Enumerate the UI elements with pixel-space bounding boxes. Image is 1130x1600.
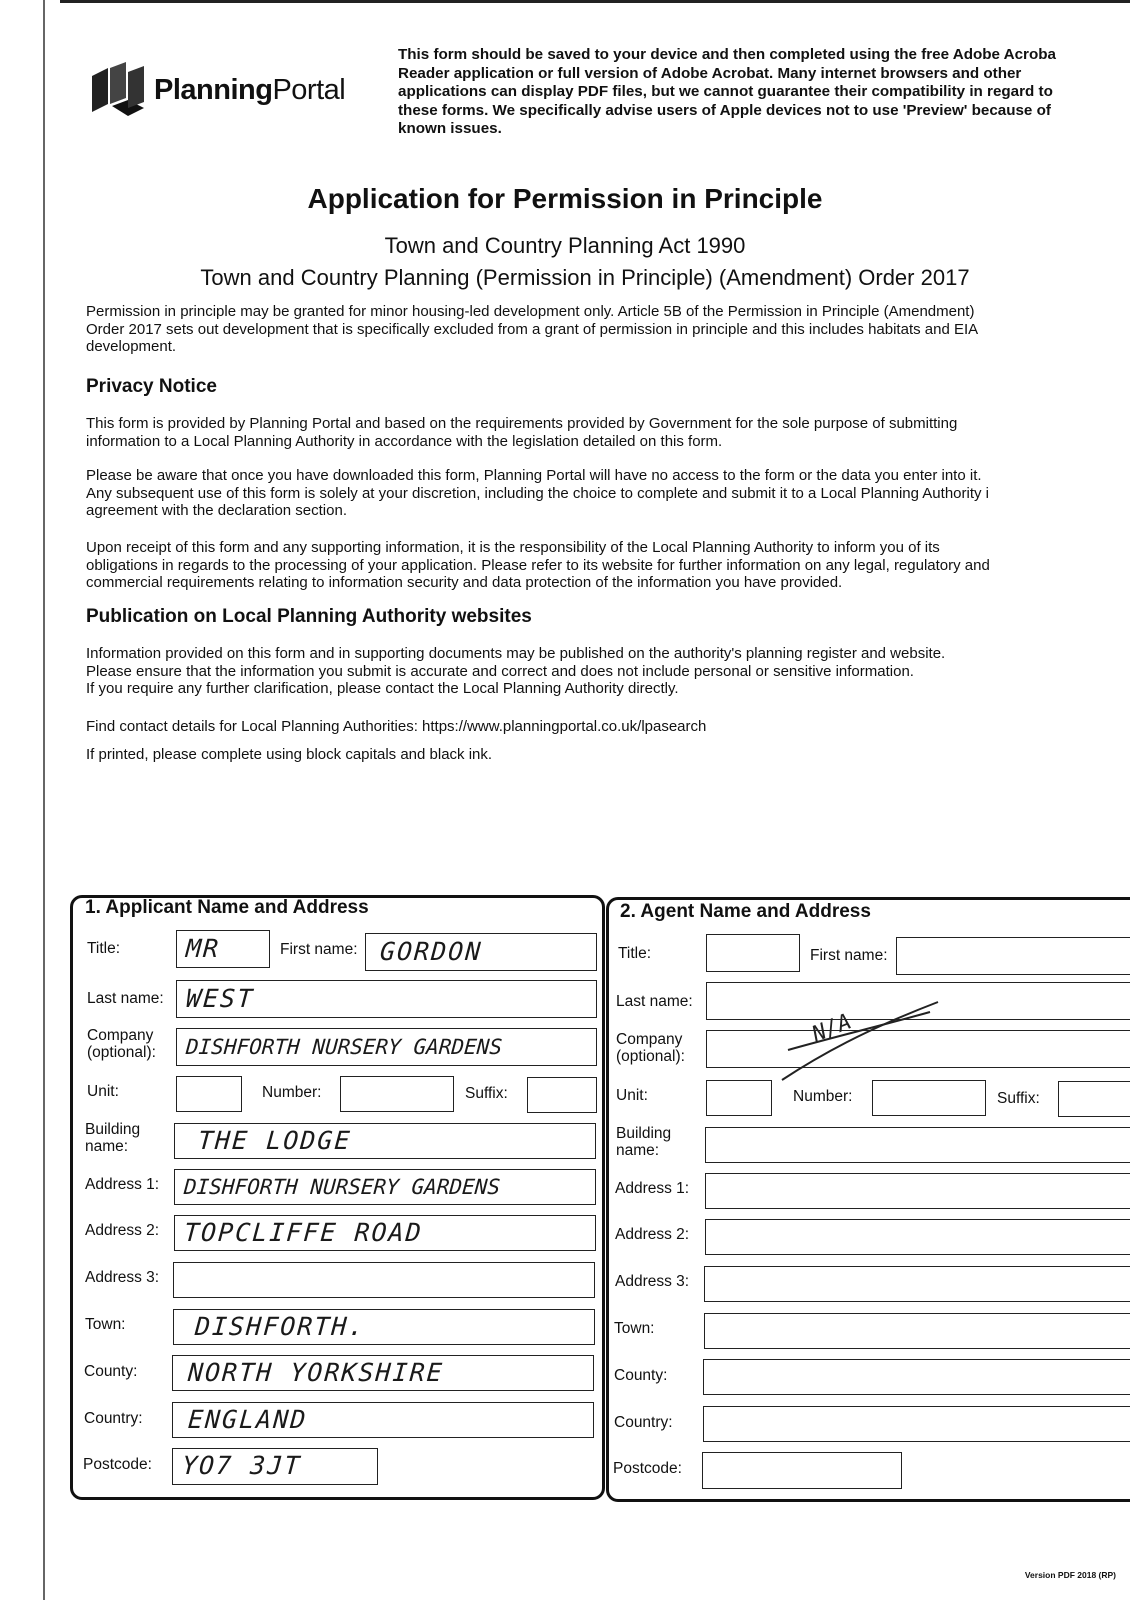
agent-building-field[interactable]	[705, 1127, 1130, 1163]
applicant-county-label: County:	[84, 1363, 138, 1380]
agent-county-label: County:	[614, 1367, 668, 1384]
form-subtitle-act: Town and Country Planning Act 1990	[384, 233, 746, 258]
applicant-first-name-label: First name:	[280, 941, 358, 958]
applicant-unit-label: Unit:	[87, 1083, 119, 1100]
agent-suffix-label: Suffix:	[997, 1090, 1040, 1107]
agent-address3-field[interactable]	[704, 1266, 1130, 1302]
agent-address1-field[interactable]	[705, 1173, 1130, 1209]
applicant-address1-label: Address 1:	[85, 1176, 160, 1193]
applicant-building-value: THE LODGE	[197, 1126, 353, 1155]
form-subtitle-order: Town and Country Planning (Permission in Principle) (Amendment) Order 2017	[200, 265, 970, 290]
publication-paragraph-1: Information provided on this form and in supporting documents may be published on the authority's planning register and website. Please ensure that the information you submit is accurate and correct and does not include personal or sensitive information. If you require any further clarification, please contact the Local Planning Authority directly.	[86, 645, 946, 697]
agent-address2-label: Address 2:	[615, 1226, 690, 1243]
agent-company-label: Company (optional):	[616, 1031, 685, 1065]
agent-unit-field[interactable]	[706, 1080, 772, 1116]
applicant-suffix-field[interactable]	[527, 1077, 597, 1113]
planning-portal-logo-icon	[86, 58, 150, 122]
intro-notice: This form should be saved to your device and then completed using the free Adobe Acroba Reader application or full version of Adobe Acrobat. Many internet browsers and other applications can display PDF files, but we cannot guarantee their compatibility in regard to these forms. We specifically advise users of Apple devices not to use 'Preview' because of known issues.	[398, 46, 1056, 137]
agent-building-label: Building name:	[616, 1125, 672, 1159]
agent-first-name-label: First name:	[810, 947, 888, 964]
applicant-town-label: Town:	[85, 1316, 126, 1333]
agent-title-label: Title:	[618, 945, 652, 962]
agent-section-title: 2. Agent Name and Address	[620, 901, 871, 922]
agent-last-name-label: Last name:	[616, 993, 693, 1010]
agent-postcode-label: Postcode:	[613, 1460, 682, 1477]
applicant-country-label: Country:	[84, 1410, 143, 1427]
privacy-paragraph-1: This form is provided by Planning Portal and based on the requirements provided by Government for the sole purpose of submitting information to a Local Planning Authority in accordance with the legislation detailed on this form.	[86, 415, 958, 450]
intro-paragraph: Permission in principle may be granted for minor housing-led development only. Article 5B of the Permission in Principle (Amendment) Order 2017 sets out development that is specifically excluded from a grant of permission in principle and this includes habitats and EIA development.	[86, 303, 979, 355]
scan-edge-top	[60, 0, 1130, 3]
applicant-title-value: MR	[185, 934, 222, 963]
not-applicable-strike	[780, 1000, 940, 1085]
applicant-section-title: 1. Applicant Name and Address	[85, 897, 369, 918]
agent-town-field[interactable]	[704, 1313, 1130, 1349]
applicant-first-name-value: GORDON	[379, 937, 484, 966]
applicant-last-name-value: WEST	[185, 984, 256, 1013]
applicant-unit-field[interactable]	[176, 1076, 242, 1112]
applicant-company-value: DISHFORTH NURSERY GARDENS	[185, 1035, 503, 1059]
agent-country-field[interactable]	[703, 1406, 1130, 1442]
applicant-title-label: Title:	[87, 940, 121, 957]
agent-suffix-field[interactable]	[1058, 1081, 1130, 1117]
form-title: Application for Permission in Principle	[307, 183, 823, 214]
applicant-last-name-label: Last name:	[87, 990, 164, 1007]
applicant-postcode-label: Postcode:	[83, 1456, 152, 1473]
agent-town-label: Town:	[614, 1320, 655, 1337]
applicant-number-label: Number:	[262, 1084, 322, 1101]
agent-number-label: Number:	[793, 1088, 853, 1105]
agent-title-field[interactable]	[706, 934, 800, 972]
version-footer: Version PDF 2018 (RP)	[1024, 1570, 1116, 1580]
privacy-paragraph-3: Upon receipt of this form and any supporting information, it is the responsibility of the Local Planning Authority to inform you of its obligations in regards to the processing of your application. Please refer to its website for further information on any legal, regulatory and commercial requirements relating to information security and data protection of the information you have provided.	[86, 539, 990, 591]
agent-county-field[interactable]	[703, 1359, 1130, 1395]
not-applicable-annotation: N/A	[808, 1009, 855, 1048]
agent-postcode-field[interactable]	[702, 1452, 902, 1489]
block-capitals-note: If printed, please complete using block capitals and black ink.	[86, 746, 493, 763]
lpa-contact-line: Find contact details for Local Planning Authorities: https://www.planningportal.co.uk/lpasearch	[86, 718, 707, 735]
applicant-town-value: DISHFORTH.	[194, 1312, 367, 1341]
applicant-county-value: NORTH YORKSHIRE	[187, 1358, 445, 1387]
applicant-address3-label: Address 3:	[85, 1269, 160, 1286]
applicant-address2-value: TOPCLIFFE ROAD	[183, 1218, 424, 1247]
agent-country-label: Country:	[614, 1414, 673, 1431]
agent-address3-label: Address 3:	[615, 1273, 690, 1290]
logo-wordmark: PlanningPortal	[154, 73, 346, 106]
agent-number-field[interactable]	[872, 1080, 986, 1116]
applicant-company-label: Company (optional):	[87, 1027, 156, 1061]
planning-portal-logo	[86, 58, 345, 122]
applicant-postcode-value: YO7 3JT	[181, 1451, 303, 1480]
applicant-country-value: ENGLAND	[187, 1405, 309, 1434]
applicant-number-field[interactable]	[340, 1076, 454, 1112]
publication-heading: Publication on Local Planning Authority websites	[86, 606, 532, 627]
agent-unit-label: Unit:	[616, 1087, 648, 1104]
applicant-building-label: Building name:	[85, 1121, 141, 1155]
privacy-paragraph-2: Please be aware that once you have downloaded this form, Planning Portal will have no access to the form or the data you enter into it. Any subsequent use of this form is solely at your discretion, including the choice to complete and submit it to a Local Planning Authority i agreement with the declaration section.	[86, 467, 989, 519]
applicant-address1-value: DISHFORTH NURSERY GARDENS	[183, 1175, 501, 1199]
privacy-heading: Privacy Notice	[86, 376, 217, 397]
applicant-address3-field[interactable]	[173, 1262, 595, 1298]
applicant-suffix-label: Suffix:	[465, 1085, 508, 1102]
applicant-address2-label: Address 2:	[85, 1222, 160, 1239]
agent-address2-field[interactable]	[705, 1219, 1130, 1255]
agent-first-name-field[interactable]	[896, 937, 1130, 975]
agent-address1-label: Address 1:	[615, 1180, 690, 1197]
